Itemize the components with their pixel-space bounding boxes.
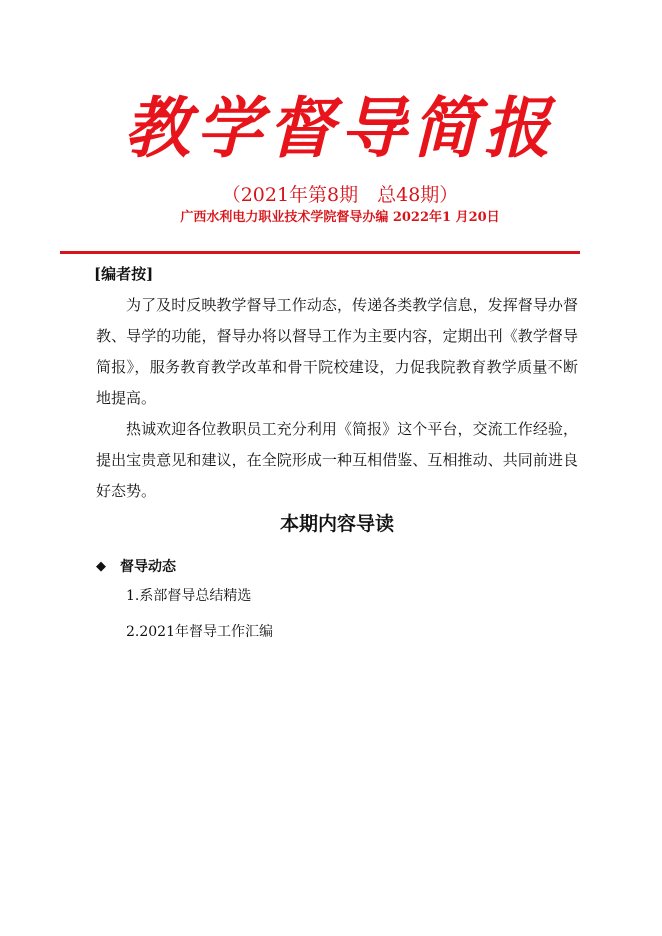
newsletter-title: 教学督导简报 xyxy=(124,89,556,167)
editor-note-paragraph: 为了及时反映教学督导工作动态，传递各类教学信息，发挥督导办督教、导学的功能，督导办将以督导工作为主要内容，定期出刊《教学督导简报》，服务教育教学改革和骨干院校建设，力促我院教育教学质量不断地提高。 xyxy=(96,296,578,407)
issue-number: （2021年第8期 总48期） xyxy=(221,184,459,206)
contents-section xyxy=(96,556,176,576)
contents-item: 2.2021年督导工作汇编 xyxy=(126,624,273,640)
header-divider xyxy=(60,251,580,254)
diamond-bullet-icon: ◆ xyxy=(96,558,106,574)
contents-title: 本期内容导读 xyxy=(279,513,394,535)
contents-item: 1.系部督导总结精选 xyxy=(126,588,252,604)
publisher-date: 广西水利电力职业技术学院督导办编 2022年1 月20日 xyxy=(180,210,500,225)
editor-note-label: [编者按] xyxy=(94,265,154,283)
editor-note-paragraph: 热诚欢迎各位教职员工充分利用《简报》这个平台，交流工作经验，提出宝贵意见和建议，在全院形成一种互相借鉴、互相推动、共同前进良好态势。 xyxy=(96,420,578,500)
section-label: 督导动态 xyxy=(120,559,176,575)
